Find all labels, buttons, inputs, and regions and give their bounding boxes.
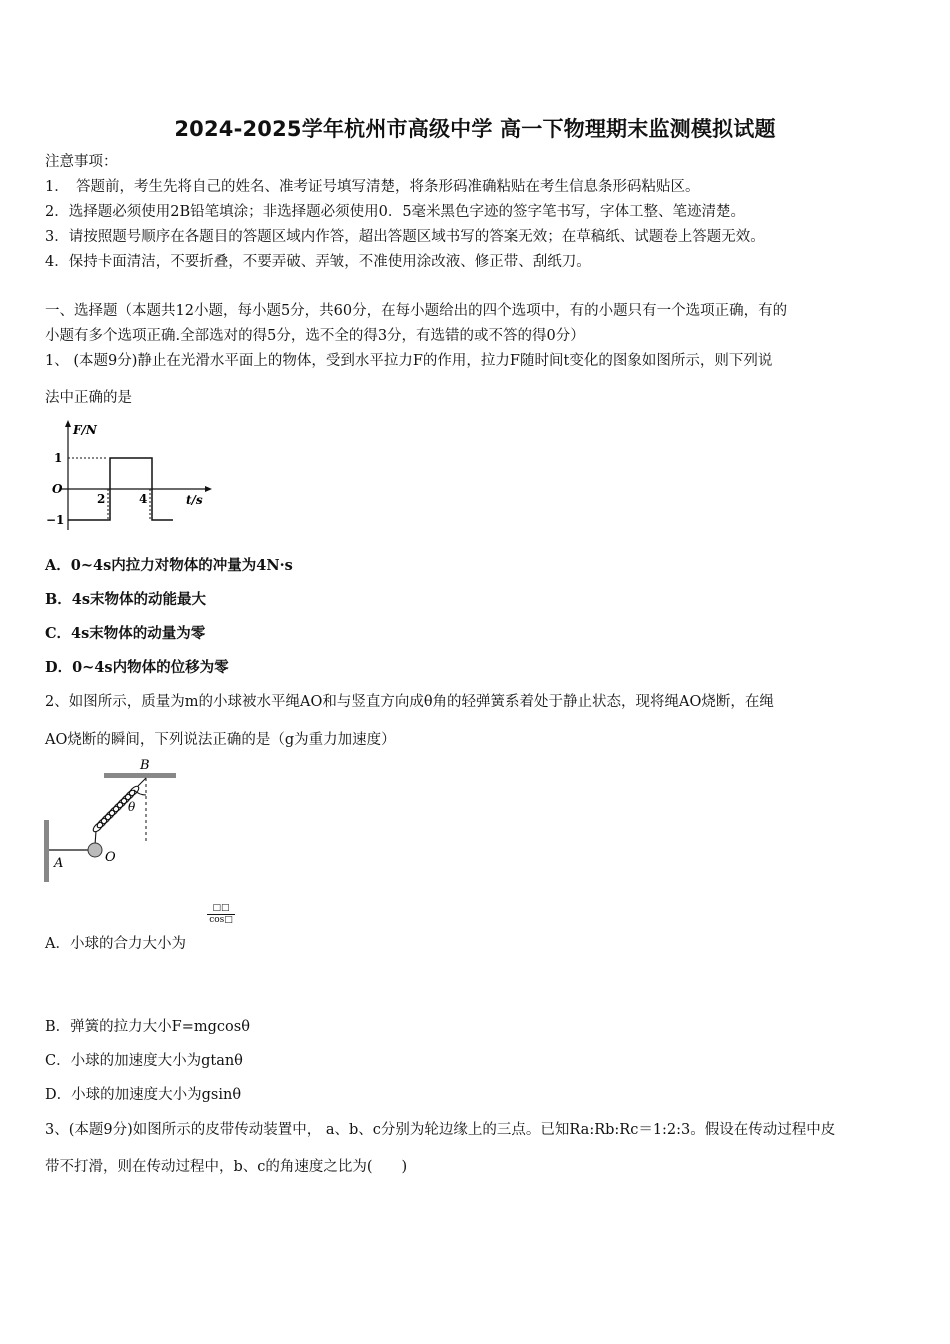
x-tick-label: 2 [97, 492, 106, 506]
notice-item: 4．保持卡面清洁，不要折叠，不要弄破、弄皱，不准使用涂改液、修正带、刮纸刀。 [45, 254, 591, 270]
page-title: 2024-2025学年杭州市高级中学 高一下物理期末监测模拟试题 [174, 117, 776, 141]
q2-option-d: D．小球的加速度大小为gsinθ [45, 1087, 242, 1103]
section-intro-line1: 一、选择题（本题共12小题，每小题5分，共60分，在每小题给出的四个选项中，有的小题只有一个选项正确，有的 [45, 303, 788, 319]
q2-spring-figure [40, 755, 190, 890]
label-theta: θ [128, 800, 136, 814]
q1-option-b: B．4s末物体的动能最大 [45, 591, 207, 608]
q3-stem-line1: 3、(本题9分)如图所示的皮带传动装置中， a、b、c分别为轮边缘上的三点。已知Ra:Rb:Rc＝1:2:3。假设在传动过程中皮 [45, 1122, 836, 1138]
q3-stem-line2: 带不打滑，则在传动过程中，b、c的角速度之比为( ) [45, 1159, 408, 1175]
y-tick-label: 1 [54, 451, 63, 465]
angle-arc [134, 790, 146, 795]
y-tick-label: −1 [46, 513, 65, 527]
notice-item: 2．选择题必须使用2B铅笔填涂；非选择题必须使用0．5毫米黑色字迹的签字笔书写，字体工整、笔迹清楚。 [45, 204, 746, 220]
spring [92, 778, 146, 845]
ceiling-plate [104, 773, 176, 778]
formula-denominator: cos□ [207, 914, 235, 926]
label-a: A [54, 856, 64, 871]
notice-heading: 注意事项： [45, 154, 118, 170]
q2-stem-line1: 2、如图所示，质量为m的小球被水平绳AO和与竖直方向成θ角的轻弹簧系着处于静止状态，现将绳AO烧断，在绳 [45, 694, 774, 710]
section-intro-line2: 小题有多个选项正确.全部选对的得5分，选不全的得3分，有选错的或不答的得0分） [45, 328, 585, 344]
q1-option-d: D．0~4s内物体的位移为零 [45, 659, 229, 676]
q1-force-time-graph [40, 418, 220, 538]
x-axis-label: t/s [186, 493, 203, 507]
ball [88, 843, 102, 857]
label-b: B [140, 758, 150, 773]
q1-stem-line2: 法中正确的是 [45, 390, 132, 406]
q2-option-a: A．小球的合力大小为 [45, 936, 186, 952]
x-tick-label: 4 [139, 492, 148, 506]
q2-option-c: C．小球的加速度大小为gtanθ [45, 1053, 243, 1069]
q2-option-b: B．弹簧的拉力大小F=mgcosθ [45, 1019, 250, 1035]
q2-stem-line2: AO烧断的瞬间，下列说法正确的是（g为重力加速度） [45, 732, 396, 748]
q1-stem-line1: 1、 (本题9分)静止在光滑水平面上的物体，受到水平拉力F的作用，拉力F随时间t变化的图象如图所示，则下列说 [45, 353, 773, 369]
q1-option-a: A．0~4s内拉力对物体的冲量为4N·s [45, 557, 293, 574]
q1-option-c: C．4s末物体的动量为零 [45, 625, 206, 642]
formula-numerator: □□ [212, 903, 230, 913]
x-axis-arrow-icon [205, 486, 212, 492]
wall [44, 820, 49, 882]
label-o: O [105, 850, 116, 865]
y-axis-arrow-icon [65, 420, 71, 427]
notice-item: 3．请按照题号顺序在各题目的答题区域内作答，超出答题区域书写的答案无效；在草稿纸、试题卷上答题无效。 [45, 229, 765, 245]
notice-item: 1． 答题前，考生先将自己的姓名、准考证号填写清楚，将条形码准确粘贴在考生信息条形码粘贴区。 [45, 179, 700, 195]
q2-formula [207, 903, 235, 926]
y-axis-label: F/N [73, 423, 97, 437]
origin-label: O [52, 482, 63, 496]
